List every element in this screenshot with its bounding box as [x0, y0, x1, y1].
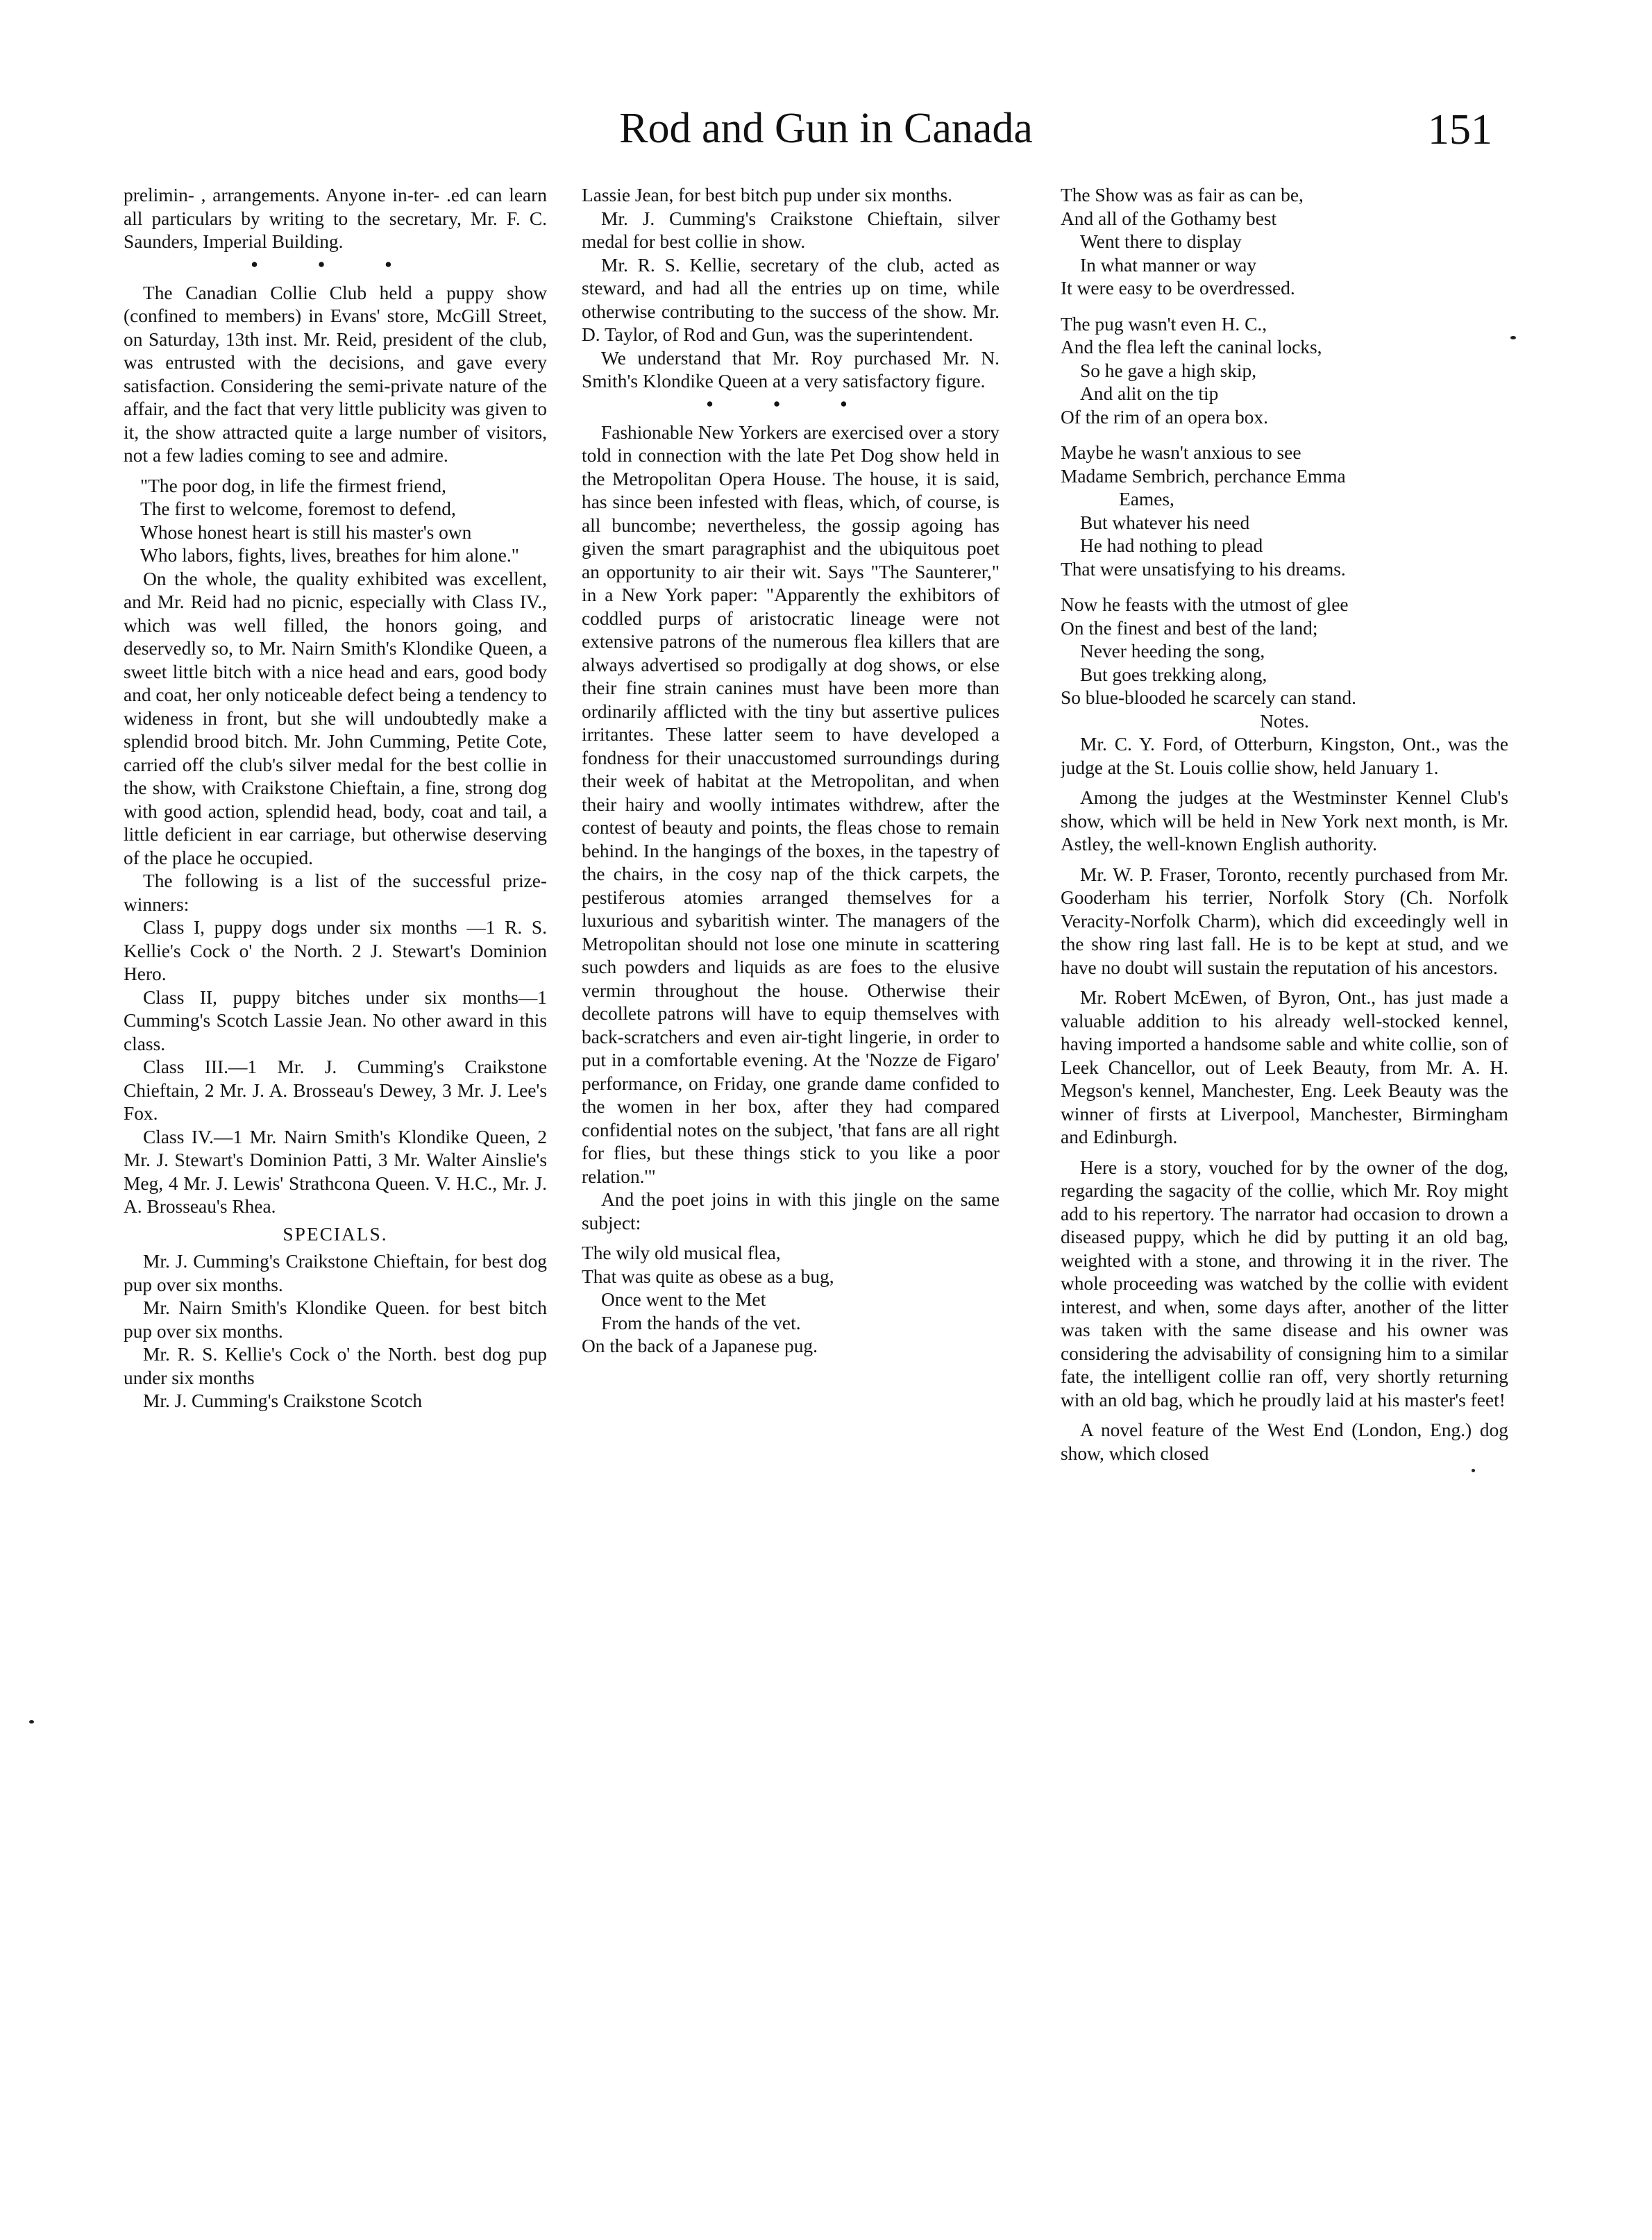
poem-stanza	[1061, 441, 1508, 581]
paragraph: Mr. Robert McEwen, of Byron, Ont., has just made a valuable addition to his already well-stocked kennel, having imported a handsome sable and white collie, son of Leek Chancellor, out of Leek Beauty, from Mr. A. H. Megson's kennel, Manchester, Eng. Leek Beauty was the winner of firsts at Liverpool, Manchester, Birmingham and Edinburgh.	[1061, 987, 1508, 1147]
poem-line: The first to welcome, foremost to defend,	[140, 498, 456, 519]
poem-stanza	[1061, 313, 1508, 430]
verse-line: That was quite as obese as a bug,	[582, 1265, 834, 1287]
verse-line: Of the rim of an opera box.	[1061, 406, 1268, 428]
verse-line: On the finest and best of the land;	[1061, 617, 1318, 639]
paragraph: Class IV.—1 Mr. Nairn Smith's Klondike Queen, 2 Mr. J. Stewart's Dominion Patti, 3 Mr. Walter Ainslie's Meg, 4 Mr. J. Lewis' Strathcona Queen. V. H.C., Mr. J. A. Brosseau's Rhea.	[124, 1126, 547, 1217]
quoted-poem	[124, 475, 547, 568]
column-3	[1061, 184, 1508, 2211]
verse-line: So he gave a high skip,	[1080, 360, 1257, 381]
section-separator: • • •	[706, 393, 875, 414]
print-speck	[29, 1720, 34, 1724]
paragraph: Mr. J. Cumming's Craikstone Scotch	[143, 1390, 423, 1411]
running-title: Rod and Gun in Canada	[619, 105, 1033, 152]
verse-line: That were unsatisfying to his dreams.	[1061, 558, 1346, 580]
verse-line: The wily old musical flea,	[582, 1243, 781, 1263]
column-1	[124, 184, 547, 2211]
paragraph: Mr. J. Cumming's Craikstone Chieftain, for best dog pup over six months.	[124, 1251, 547, 1295]
paragraph: Class I, puppy dogs under six months —1 R. S. Kellie's Cock o' the North. 2 J. Stewart's Dominion Hero.	[124, 917, 547, 984]
verse-line: And the flea left the caninal locks,	[1061, 337, 1322, 357]
verse-line: On the back of a Japanese pug.	[582, 1336, 818, 1356]
paragraph: Class III.—1 Mr. J. Cumming's Craikstone Chieftain, 2 Mr. J. A. Brosseau's Dewey, 3 Mr. J. Lee's Fox.	[124, 1056, 547, 1124]
paragraph: Among the judges at the Westminster Kennel Club's show, which will be held in New York next month, is Mr. Astley, the well-known English authority.	[1061, 787, 1508, 854]
verse-line: He had nothing to plead	[1080, 535, 1263, 556]
poem-stanza	[1061, 184, 1508, 301]
paragraph: Lassie Jean, for best bitch pup under six months.	[582, 185, 953, 205]
paragraph: The Canadian Collie Club held a puppy show (confined to members) in Evans' store, McGill Street, on Saturday, 13th inst. Mr. Reid, president of the club, was entrusted with the decisions, and gave every satisfaction. Considering the semi-private nature of the affair, and the fact that very little publicity was given to it, the show attracted quite a large number of visitors, not a few ladies coming to see and admire.	[124, 282, 547, 466]
verse-line: And all of the Gothamy best	[1061, 208, 1277, 229]
paragraph: The following is a list of the successful prize-winners:	[124, 870, 547, 915]
column-2	[582, 184, 1000, 2211]
verse-line: Eames,	[1119, 489, 1174, 510]
page-header	[0, 104, 1652, 174]
section-heading: SPECIALS.	[283, 1223, 388, 1245]
paragraph: Mr. R. S. Kellie, secretary of the club, acted as steward, and had all the entries up on time, while otherwise contributing to the success of the show. Mr. D. Taylor, of Rod and Gun, was the superintendent.	[582, 254, 1000, 345]
paragraph: Fashionable New Yorkers are exercised over a story told in connection with the late Pet Dog show held in the Metropolitan Opera House. The house, it is said, has since been infested with fleas, which, of course, is all buncombe; nevertheless, the gossip agoing has given the smart paragraphist and the ubiquitous poet an opportunity to air their wit. Says "The Saunterer," in a New York paper: "Apparently the exhibitors of coddled purps of aristocratic lineage were not extensive patrons of the numerous flea killers that are always advertised so prodigally at dog shows, or else their fine strain canines must have been more than ordinarily afflicted with the tiny but assertive pulices irritantes. These latter seem to have developed a fondness for their unaccustomed surroundings during their week of habitat at the Metropolitan, and when their hairy and woolly intimates withdrew, after the contest of beauty and points, the fleas chose to remain behind. In the hangings of the boxes, in the tapestry of the chairs, in the cosy nap of the thick carpets, the pestiferous atomies arranged themselves for a luxurious and sybaritish winter. The managers of the Metropolitan should not lose one minute in scattering such powders and liquids as are foes to the elusive vermin throughout the house. Otherwise their decollete patrons will have to equip themselves with back-scratchers and even air-tight lingerie, in order to put in a comfortable evening. At the 'Nozze de Figaro' performance, on Friday, one grande dame confided to the women in her box, after they had compared confidential notes on the subject, 'that fans are all right for flies, but these things stick to you like a poor relation.'"	[582, 421, 1000, 1187]
paragraph: A novel feature of the West End (London, Eng.) dog show, which closed	[1061, 1420, 1508, 1464]
verse-line: And alit on the tip	[1080, 383, 1219, 404]
jingle-verse	[582, 1242, 1000, 1358]
poem-line: Who labors, fights, lives, breathes for him alone."	[140, 545, 519, 566]
verse-line: Never heeding the song,	[1080, 641, 1265, 662]
verse-line: From the hands of the vet.	[601, 1312, 801, 1333]
verse-line: Once went to the Met	[601, 1289, 766, 1310]
verse-line: Went there to display	[1080, 231, 1242, 252]
verse-line: So blue-blooded he scarcely can stand.	[1061, 687, 1356, 708]
paragraph: Mr. C. Y. Ford, of Otterburn, Kingston, Ont., was the judge at the St. Louis collie show, held January 1.	[1061, 734, 1508, 778]
paragraph: Mr. W. P. Fraser, Toronto, recently purchased from Mr. Gooderham his terrier, Norfolk Story (Ch. Norfolk Veracity-Norfolk Charm), which did exceedingly well in the show ring last fall. He is to be kept at stud, and we have no doubt will sustain the reputation of his ancestors.	[1061, 864, 1508, 978]
poem-stanza	[1061, 593, 1508, 710]
verse-line: But goes trekking along,	[1080, 664, 1267, 685]
paragraph: Mr. Nairn Smith's Klondike Queen. for best bitch pup over six months.	[124, 1297, 547, 1342]
verse-line: Madame Sembrich, perchance Emma	[1061, 465, 1346, 487]
paragraph: On the whole, the quality exhibited was excellent, and Mr. Reid had no picnic, especially with Class IV., which was well filled, the honors going, and deservedly so, to Mr. Nairn Smith's Klondike Queen, a sweet little bitch with a nice head and ears, good body and coat, her only noticeable defect being a tendency to wideness in front, but she will undoubtedly make a splendid brood bitch. Mr. John Cumming, Petite Cote, carried off the club's silver medal for the best collie in the show, with Craikstone Chieftain, a fine, strong dog with good action, splendid head, body, coat and tail, a little deficient in ear carriage, but otherwise deserving of the place he occupied.	[124, 568, 547, 868]
paragraph: Class II, puppy bitches under six months—1 Cumming's Scotch Lassie Jean. No other award in this class.	[124, 986, 547, 1054]
paragraph: Mr. J. Cumming's Craikstone Chieftain, silver medal for best collie in show.	[582, 208, 1000, 252]
paragraph: We understand that Mr. Roy purchased Mr. N. Smith's Klondike Queen at a very satisfactory figure.	[582, 347, 1000, 391]
paragraph: prelimin⁠- , arrangements. Anyone in-ter⁠- ⁠.ed can learn all particulars by writing to the secretary, Mr. F. C. Saunders, Imperial Building.	[124, 185, 547, 252]
verse-line: Maybe he wasn't anxious to see	[1061, 442, 1301, 463]
print-speck	[1472, 1469, 1475, 1472]
poem-line: Whose honest heart is still his master's own	[140, 521, 472, 543]
verse-line: But whatever his need	[1080, 512, 1250, 533]
verse-line: Now he feasts with the utmost of glee	[1061, 594, 1349, 615]
print-speck	[1510, 336, 1516, 339]
paragraph: And the poet joins in with this jingle on the same subject:	[582, 1189, 1000, 1233]
verse-line: It were easy to be overdressed.	[1061, 278, 1295, 298]
notes-heading: Notes.	[1260, 710, 1309, 732]
paragraph: Mr. R. S. Kellie's Cock o' the North. best dog pup under six months	[124, 1344, 547, 1388]
page-number: 151	[1428, 106, 1492, 153]
verse-line: The pug wasn't even H. C.,	[1061, 313, 1267, 335]
section-separator: • • •	[251, 253, 420, 275]
paragraph: Here is a story, vouched for by the owner of the dog, regarding the sagacity of the collie, which Mr. Roy might add to his repertory. The narrator had occasion to drown a diseased puppy, which he did by putting it an old bag, weighted with a stone, and throwing it in the river. The whole proceeding was watched by the collie with evident interest, and when, some days after, another of the litter was taken with the same disease and his owner was considering the advisability of consigning him to a similar fate, the intelligent collie ran off, very shortly returning with an old bag, which he proudly laid at his master's feet!	[1061, 1156, 1508, 1410]
poem-line: "The poor dog, in life the firmest friend,	[140, 475, 446, 496]
verse-line: The Show was as fair as can be,	[1061, 185, 1304, 205]
verse-line: In what manner or way	[1080, 254, 1257, 276]
